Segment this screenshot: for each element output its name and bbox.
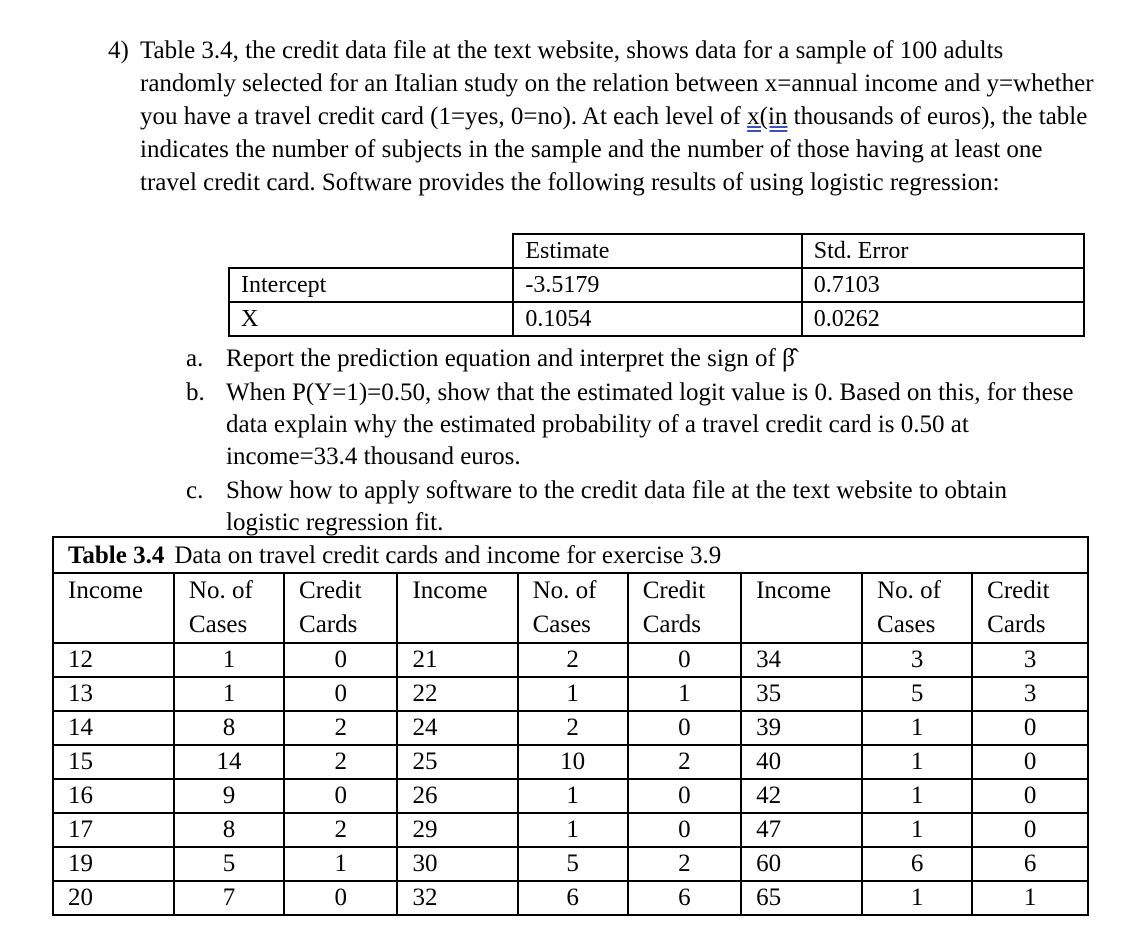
table-header-cell: No. of	[518, 574, 628, 608]
table-cell: 6	[518, 881, 628, 914]
table-cell: 25	[397, 745, 517, 779]
table-header-cell: Cards	[284, 608, 397, 643]
table-header-row	[54, 574, 1087, 608]
table-cell: 3	[972, 677, 1087, 711]
table-cell: 0	[628, 813, 741, 847]
table-caption-label: Table 3.4	[68, 542, 165, 569]
table-caption-text: Data on travel credit cards and income for exercise 3.9	[174, 542, 722, 569]
subquestion-label: b.	[186, 379, 205, 406]
table-cell: 2	[628, 745, 741, 779]
table-cell: 1	[862, 745, 972, 779]
table-header-cell: Credit	[284, 574, 397, 608]
table-cell: 3	[972, 643, 1087, 677]
table-cell: 42	[741, 779, 862, 813]
subquestion-c	[186, 475, 1086, 539]
table-cell: 6	[862, 847, 972, 881]
table-cell: 6	[972, 847, 1087, 881]
table-cell: 0	[284, 881, 397, 914]
table-cell: 7	[174, 881, 284, 914]
regression-header-cell: Std. Error	[802, 234, 1084, 268]
table-cell: 1	[862, 779, 972, 813]
table-header-cell: No. of	[862, 574, 972, 608]
table-header-cell	[397, 608, 517, 643]
table-cell: 39	[741, 711, 862, 745]
table-cell: 13	[54, 677, 174, 711]
table-cell: 35	[741, 677, 862, 711]
table-3-4	[52, 536, 1089, 916]
subquestion-label: a.	[186, 345, 204, 372]
table-header-cell: Income	[741, 574, 862, 608]
regression-cell: -3.5179	[513, 268, 801, 302]
table-cell: 5	[862, 677, 972, 711]
table-header-cell: No. of	[174, 574, 284, 608]
table-cell: 1	[518, 779, 628, 813]
problem-text-before: Table 3.4, the credit data file at the text website, shows data for a sample of 100 adults randomly selected for an Italian study on the relation between x=annual income and y=whether you have a travel credit card (1=yes, 0=no). At each level of	[140, 37, 1094, 130]
table-cell: 0	[284, 677, 397, 711]
subquestion-text: Report the prediction equation and interpret the sign of β̂	[226, 345, 795, 372]
table-cell: 1	[862, 813, 972, 847]
table-cell: 65	[741, 881, 862, 914]
subquestion-b	[186, 377, 1086, 473]
table-cell: 17	[54, 813, 174, 847]
table-cell: 15	[54, 745, 174, 779]
regression-table	[228, 233, 1085, 337]
table-cell: 14	[54, 711, 174, 745]
regression-cell: 0.7103	[802, 268, 1084, 302]
table-cell: 19	[54, 847, 174, 881]
table-cell: 60	[741, 847, 862, 881]
table-cell: 0	[972, 745, 1087, 779]
table-header-cell: Cards	[987, 611, 1046, 638]
regression-row	[229, 268, 1084, 302]
table-header-cell: Cases	[518, 608, 628, 643]
table-cell: 0	[628, 643, 741, 677]
regression-cell: Intercept	[229, 268, 513, 302]
credit-data-table	[54, 574, 1087, 914]
table-cell: 20	[54, 881, 174, 914]
table-row	[54, 745, 1087, 779]
table-caption	[54, 538, 1087, 574]
table-cell: 47	[741, 813, 862, 847]
table-cell: 3	[862, 643, 972, 677]
subquestion-label: c.	[186, 477, 204, 504]
table-cell: 24	[397, 711, 517, 745]
table-cell: 40	[741, 745, 862, 779]
table-cell: 29	[397, 813, 517, 847]
table-header-row	[54, 608, 1087, 643]
table-header-cell	[741, 608, 862, 643]
table-cell: 2	[284, 813, 397, 847]
table-cell: 34	[741, 643, 862, 677]
table-cell: 16	[54, 779, 174, 813]
table-cell: 1	[862, 711, 972, 745]
subquestion-a	[186, 343, 1086, 375]
regression-header-cell: Estimate	[513, 234, 801, 268]
table-header-cell: Income	[54, 574, 174, 608]
table-row	[54, 813, 1087, 847]
table-cell: 1	[518, 813, 628, 847]
table-cell: 12	[54, 643, 174, 677]
table-cell: 5	[518, 847, 628, 881]
table-cell: 0	[972, 813, 1087, 847]
regression-header-row	[229, 234, 1084, 268]
table-cell: 30	[397, 847, 517, 881]
table-cell: 9	[174, 779, 284, 813]
table-cell: 1	[628, 677, 741, 711]
table-cell: 0	[628, 779, 741, 813]
table-cell: 2	[284, 745, 397, 779]
table-cell: 5	[174, 847, 284, 881]
table-cell: 8	[174, 813, 284, 847]
table-header-cell: Cases	[174, 608, 284, 643]
table-cell: 14	[174, 745, 284, 779]
table-cell: 0	[972, 711, 1087, 745]
subquestion-text: When P(Y=1)=0.50, show that the estimated logit value is 0. Based on this, for these data explain why the estimated probability of a travel credit card is 0.50 at income=33.4 thousand euros.	[226, 379, 1074, 470]
table-cell: 22	[397, 677, 517, 711]
table-cell: 2	[628, 847, 741, 881]
table-header-cell: Income	[397, 574, 517, 608]
subquestion-list	[186, 343, 1086, 541]
table-header-cell: Cards	[628, 608, 741, 643]
table-row	[54, 643, 1087, 677]
table-row	[54, 711, 1087, 745]
table-cell: 2	[518, 711, 628, 745]
table-header-cell	[54, 608, 174, 643]
regression-cell: 0.0262	[802, 302, 1084, 336]
table-header-cell: Credit	[628, 574, 741, 608]
table-cell: 0	[284, 779, 397, 813]
table-row	[54, 847, 1087, 881]
table-cell: 0	[628, 711, 741, 745]
regression-cell: 0.1054	[513, 302, 801, 336]
table-cell: 1	[862, 881, 972, 914]
problem-number: 4)	[108, 37, 129, 64]
table-cell: 8	[174, 711, 284, 745]
table-row	[54, 677, 1087, 711]
table-row	[54, 881, 1087, 914]
subquestion-text: Show how to apply software to the credit data file at the text website to obtain logistic regression fit.	[226, 477, 1008, 536]
table-cell: 6	[628, 881, 741, 914]
table-row	[54, 779, 1087, 813]
regression-cell: X	[229, 302, 513, 336]
table-cell: 21	[397, 643, 517, 677]
table-cell: 1	[174, 643, 284, 677]
problem-text	[140, 34, 1100, 199]
table-cell: 10	[518, 745, 628, 779]
problem-text-after: thousands of euros), the table indicates the number of subjects in the sample and the number of those having at least one travel credit card. Software provides the following results of using logistic regression:	[140, 103, 1088, 196]
table-cell: 1	[518, 677, 628, 711]
table-cell: 0	[284, 643, 397, 677]
table-cell: 26	[397, 779, 517, 813]
table-cell: 0	[972, 779, 1087, 813]
table-cell: 2	[518, 643, 628, 677]
table-cell: 32	[397, 881, 517, 914]
regression-row	[229, 302, 1084, 336]
table-cell: 1	[174, 677, 284, 711]
table-header-cell: Cases	[862, 608, 972, 643]
table-header-cell: Credit	[987, 577, 1050, 604]
problem-text-underlined: x(in	[747, 103, 788, 130]
table-cell: 1	[972, 881, 1087, 914]
table-cell: 2	[284, 711, 397, 745]
table-cell: 1	[284, 847, 397, 881]
regression-header-cell	[229, 234, 513, 268]
